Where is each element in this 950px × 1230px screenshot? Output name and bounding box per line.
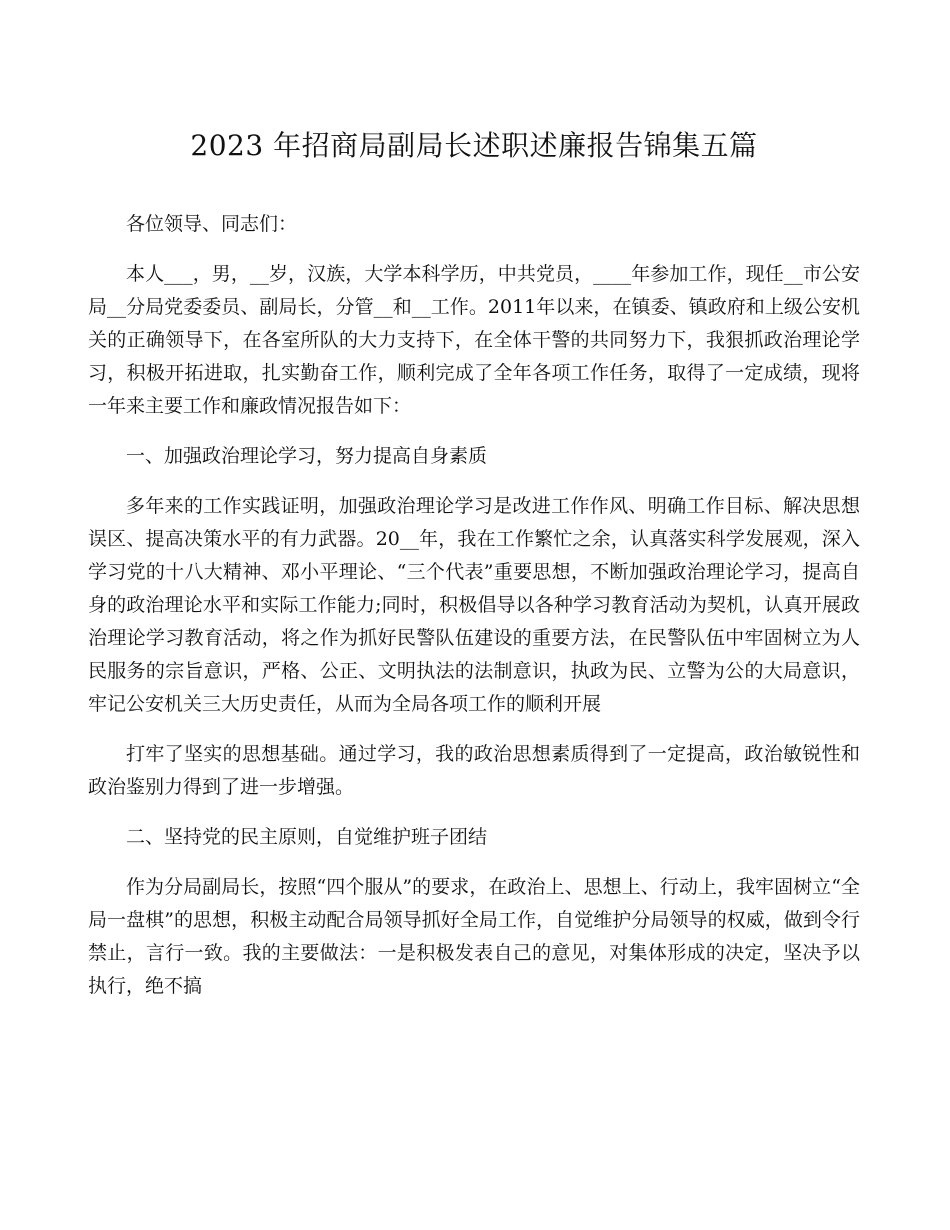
paragraph-salutation: 各位领导、同志们： [126,213,298,235]
section-heading-1: 一、加强政治理论学习，努力提高自身素质 [126,445,488,467]
section-heading-2: 二、坚持党的民主原则，自觉维护班子团结 [126,826,488,848]
paragraph-section-2-body: 作为分局副局长，按照“四个服从”的要求，在政治上、思想上、行动上，我牢固树立“全局一盘棋”的思想，积极主动配合局领导抓好全局工作，自觉维护分局领导的权威，做到令行禁止，言行一致。我的主要做法：一是积极发表自己的意见，对集体形成的决定，坚决予以执行，绝不搞 [88,876,860,997]
paragraph-introduction: 本人___，男，__岁，汉族，大学本科学历，中共党员，____年参加工作，现任__市公安局__分局党委委员、副局长，分管__和__工作。2011年以来，在镇委、镇政府和上级公安机关的正确领导下，在各室所队的大力支持下，在全体干警的共同努力下，我狠抓政治理论学习，积极开拓进取，扎实勤奋工作，顺利完成了全年各项工作任务，取得了一定成绩，现将一年来主要工作和廉政情况报告如下： [88,263,860,417]
document-page [88,120,860,1020]
paragraph-section-1-continued: 打牢了坚实的思想基础。通过学习，我的政治思想素质得到了一定提高，政治敏锐性和政治鉴别力得到了进一步增强。 [88,743,860,798]
document-title: 2023 年招商局副局长述职述廉报告锦集五篇 [190,129,758,162]
paragraph-section-1-body: 多年来的工作实践证明，加强政治理论学习是改进工作作风、明确工作目标、解决思想误区、提高决策水平的有力武器。20__年，我在工作繁忙之余，认真落实科学发展观，深入学习党的十八大精神、邓小平理论、“三个代表”重要思想，不断加强政治理论学习，提高自身的政治理论水平和实际工作能力;同时，积极倡导以各种学习教育活动为契机，认真开展政治理论学习教育活动，将之作为抓好民警队伍建设的重要方法，在民警队伍中牢固树立为人民服务的宗旨意识，严格、公正、文明执法的法制意识，执政为民、立警为公的大局意识，牢记公安机关三大历史责任，从而为全局各项工作的顺利开展 [88,495,860,715]
